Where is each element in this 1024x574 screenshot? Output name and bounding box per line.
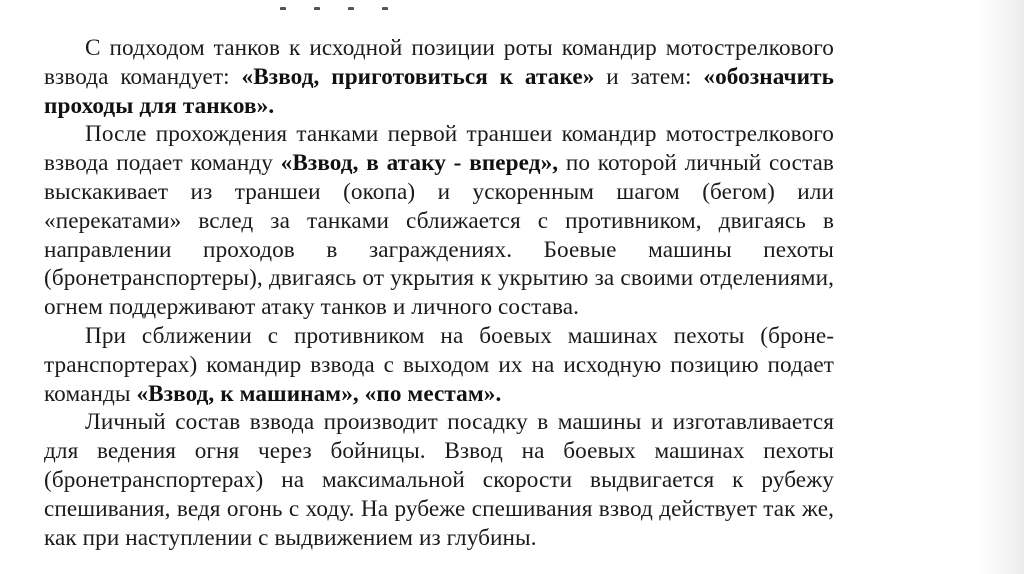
- command-bold: «обозначить проходы для танков».: [44, 63, 834, 119]
- cropped-previous-line: [280, 0, 440, 10]
- paragraph-1: [44, 34, 834, 120]
- paragraph-text: Личный состав взвода производит посадку в машины и изготавливается для ведения огня через бойницы. Взвод на боевых машинах пехоты (бронетранспортерах) на максимальной скорости выдвигается к рубежу спешивания, ведя огонь с ходу. На рубеже спешивания взвод действует так же, как при наступлении с выдвижением из глубины.: [44, 409, 834, 551]
- paragraph-text: После прохождения танками первой траншеи командир мотострелкового взвода подает команду: [44, 121, 834, 177]
- text-fragment: [348, 7, 354, 10]
- paragraph-3: [44, 322, 834, 408]
- command-bold: «Взвод, к машинам», «по местам».: [136, 380, 502, 407]
- text-fragment: [314, 7, 320, 10]
- paragraph-text: по которой личный состав выскакивает из траншеи (окопа) и ускоренным шагом (бегом) или «перекатами» вслед за танками сближается с противником, двигаясь в направлении проходов в заграждениях. Боевые машины пехоты (бронетранспортеры), двигаясь от укрытия к укрытию за своими отделениями, огнем поддерживают атаку танков и личного состава.: [44, 150, 834, 321]
- paragraph-4: [44, 408, 834, 552]
- command-bold: «Взвод, приготовиться к атаке»: [241, 63, 595, 90]
- text-fragment: [382, 7, 388, 10]
- command-bold: «Взвод, в атаку - вперед»,: [280, 150, 559, 177]
- document-body: [44, 34, 834, 552]
- paragraph-text: С подходом танков к исходной позиции роты командир мотострелкового взвода командует:: [44, 35, 834, 90]
- paragraph-2: [44, 120, 834, 322]
- page-edge-shadow: [976, 0, 1024, 574]
- paragraph-text: и затем:: [594, 63, 704, 90]
- paragraph-text: При сближении с противником на боевых машинах пехоты (бронетранспортерах) командир взвода с выходом их на исходную позицию подает команды: [44, 322, 834, 407]
- text-fragment: [280, 7, 286, 10]
